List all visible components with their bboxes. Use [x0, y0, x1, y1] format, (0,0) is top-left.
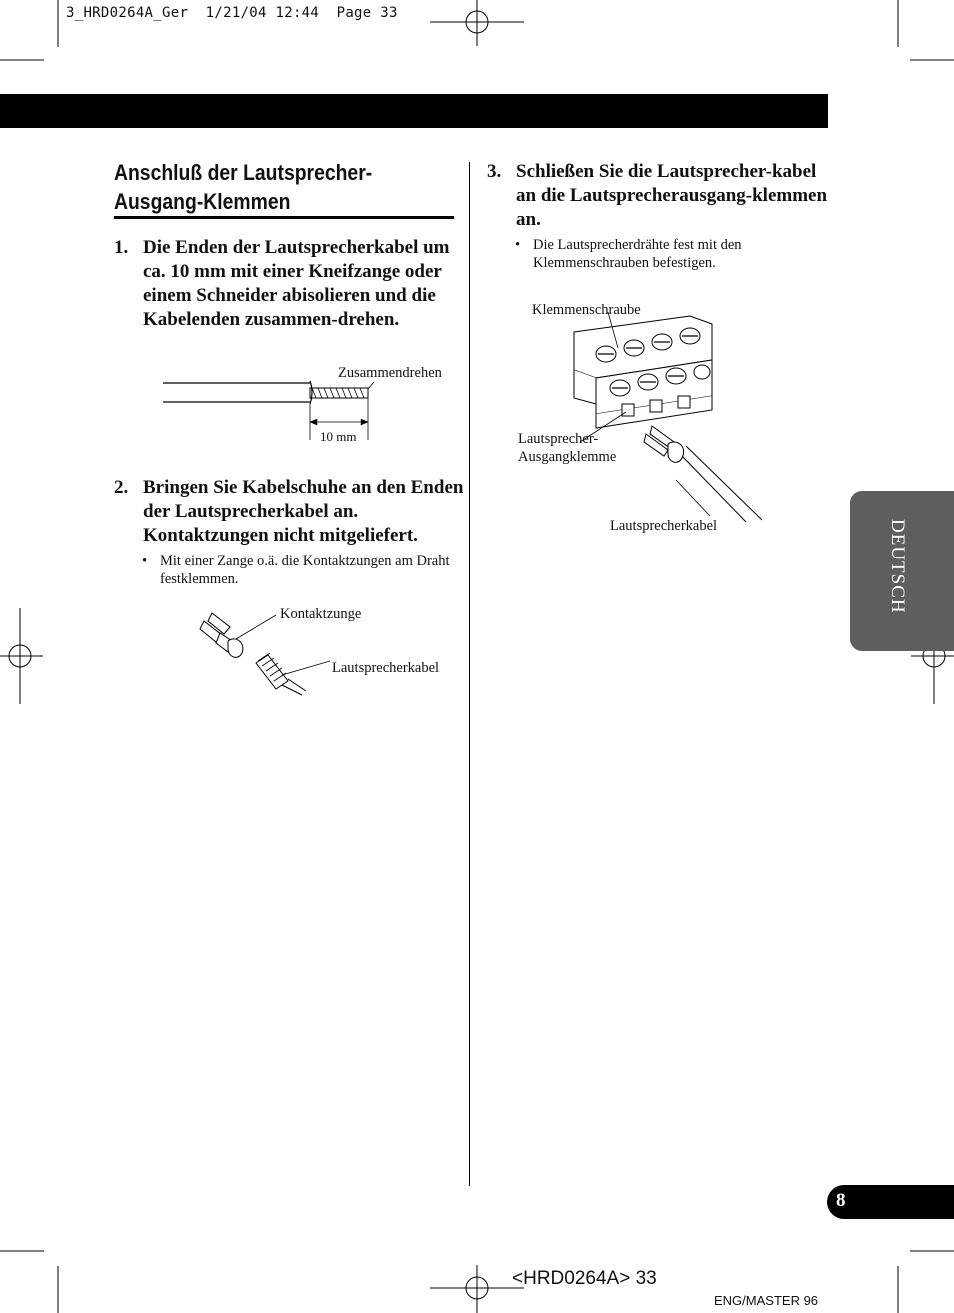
page-number: 8	[836, 1190, 846, 1211]
cable-label-fig2: Lautsprecherkabel	[332, 660, 440, 676]
column-divider	[469, 162, 470, 1186]
print-slug: 3_HRD0264A_Ger 1/21/04 12:44 Page 33	[66, 5, 398, 21]
language-tab-label: DEUTSCH	[887, 519, 908, 614]
page-number-pill	[827, 1185, 954, 1219]
footer-code: <HRD0264A> 33	[512, 1268, 657, 1289]
twist-label: Zusammendrehen	[338, 365, 442, 381]
footer-master: ENG/MASTER 96	[714, 1293, 819, 1308]
header-bar	[0, 94, 828, 128]
step-text: Bringen Sie Kabelschuhe an den Enden der Lautsprecherkabel an. Kontaktzungen nicht mitgeliefert.	[143, 477, 464, 546]
step-number: 1.	[114, 237, 129, 258]
screw-label: Klemmenschraube	[532, 302, 641, 318]
step-text: Die Enden der Lautsprecherkabel um ca. 10 mm mit einer Kneifzange oder einem Schneider abisolieren und die Kabelenden zusammen-drehen.	[143, 237, 450, 330]
step-3-bullet	[515, 236, 815, 272]
bullet-text: Mit einer Zange o.ä. die Kontaktzungen am Draht festklemmen.	[160, 553, 450, 587]
step-number: 3.	[487, 161, 502, 182]
step-3	[487, 160, 832, 232]
language-tab	[850, 491, 954, 651]
dimension-label: 10 mm	[320, 429, 357, 444]
terminal-block-figure	[560, 300, 790, 530]
lug-label: Kontaktzunge	[280, 606, 362, 622]
bullet-symbol: •	[515, 237, 521, 253]
terminal-label	[518, 430, 616, 466]
step-number: 2.	[114, 477, 129, 498]
section-title: Anschluß der Lautsprecher-Ausgang-Klemmen	[114, 160, 373, 214]
step-text: Schließen Sie die Lautsprecher-kabel an die Lautsprecherausgang-klemmen an.	[516, 161, 828, 230]
step-2-bullet	[142, 552, 462, 588]
bullet-symbol: •	[142, 553, 148, 569]
bullet-text: Die Lautsprecherdrähte fest mit den Klemmenschrauben befestigen.	[533, 237, 742, 271]
title-underline	[114, 216, 454, 219]
cable-label-fig3: Lautsprecherkabel	[610, 518, 718, 534]
terminal-label-line2: Ausgangklemme	[518, 449, 617, 465]
step-1	[114, 236, 464, 332]
terminal-label-line1: Lautsprecher-	[518, 431, 599, 447]
step-2	[114, 476, 464, 548]
